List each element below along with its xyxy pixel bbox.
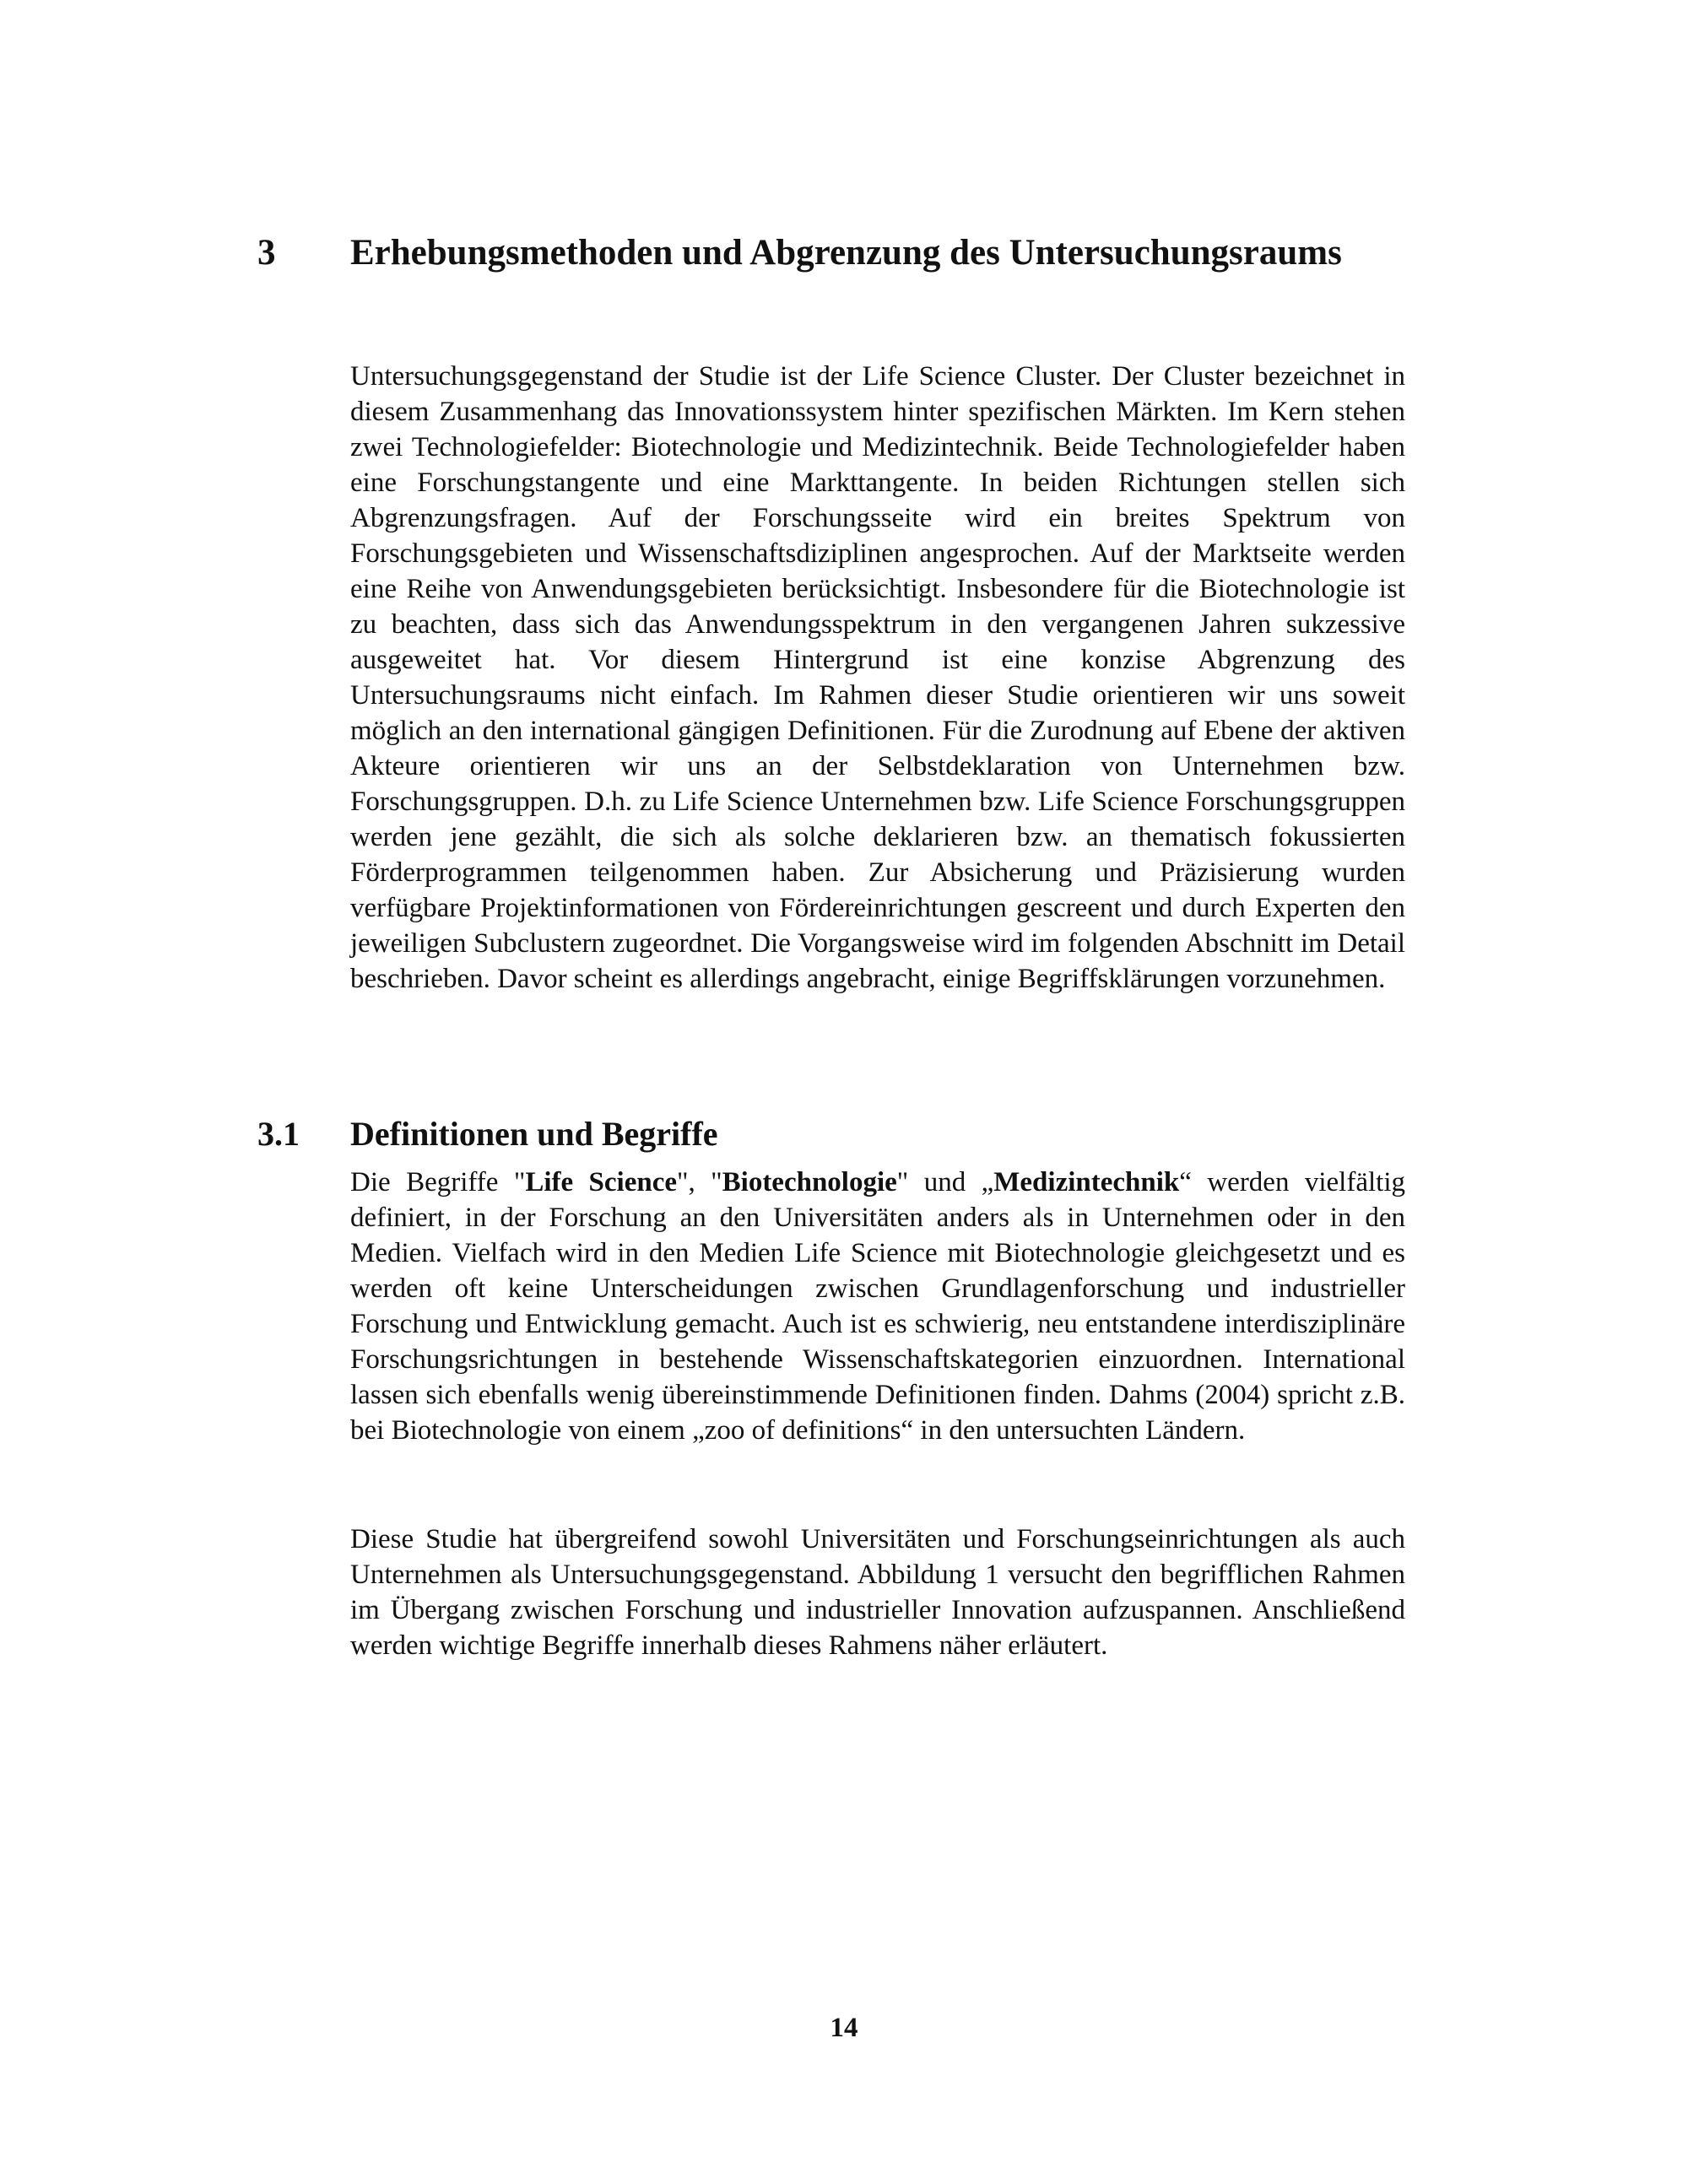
paragraph-intro: Die Begriffe " — [350, 1167, 526, 1197]
section-paragraph: Untersuchungsgegenstand der Studie ist der Life Science Cluster. Der Cluster bezeichnet in diesem Zusammenhang das Innovationssystem hinter spezifischen Märkten. Im Kern stehen zwei Technologiefelder: Biotechnologie und Medizintechnik. Beide Technologiefelder haben eine Forschungstangente und eine Markttangente. In beiden Richtungen stellen sich Abgrenzungsfragen. Auf der Forschungsseite wird ein breites Spektrum von Forschungsgebieten und Wissenschaftsdiziplinen angesprochen. Auf der Marktseite werden eine Reihe von Anwendungsgebieten berücksichtigt. Insbesondere für die Biotechnologie ist zu beachten, dass sich das Anwendungsspektrum in den vergangenen Jahren sukzessive ausgeweitet hat. Vor diesem Hintergrund ist eine konzise Abgrenzung des Untersuchungsraums nicht einfach. Im Rahmen dieser Studie orientieren wir uns soweit möglich an den international gängigen Definitionen. Für die Zurodnung auf Ebene der aktiven Akteure orientieren wir uns an der Selbstdeklaration von Unternehmen bzw. Forschungsgruppen. D.h. zu Life Science Unternehmen bzw. Life Science Forschungsgruppen werden jene gezählt, die sich als solche deklarieren bzw. an thematisch fokussierten Förderprogrammen teilgenommen haben. Zur Absicherung und Präzisierung wurden verfügbare Projektinformationen von Fördereinrichtungen gescreent und durch Experten den jeweiligen Subclustern zugeordnet. Die Vorgangsweise wird im folgenden Abschnitt im Detail beschrieben. Davor scheint es allerdings angebracht, einige Begriffsklärungen vorzunehmen. — [350, 361, 1405, 994]
subsection-title: Definitionen und Begriffe — [350, 1115, 718, 1153]
term-medizintechnik: Medizintechnik — [993, 1167, 1180, 1197]
subsection-heading — [257, 1112, 1422, 1156]
subsection-paragraph-1 — [350, 1165, 1405, 1448]
term-separator: " und „ — [896, 1167, 994, 1197]
section-heading — [257, 230, 1422, 277]
term-separator: ", " — [677, 1167, 722, 1197]
section-number: 3 — [257, 233, 276, 273]
subsection-paragraph-2: Diese Studie hat übergreifend sowohl Universitäten und Forschungseinrichtungen als auch Unternehmen als Untersuchungsgegenstand. Abbildung 1 versucht den begrifflichen Rahmen im Übergang zwischen Forschung und industrieller Innovation aufzuspannen. Anschließend werden wichtige Begriffe innerhalb dieses Rahmens näher erläutert. — [350, 1524, 1405, 1661]
section-title: Erhebungsmethoden und Abgrenzung des Untersuchungsraums — [350, 233, 1342, 273]
subsection-number: 3.1 — [257, 1115, 300, 1153]
page-number: 14 — [830, 2013, 858, 2043]
term-biotechnologie: Biotechnologie — [722, 1167, 897, 1197]
paragraph-rest: “ werden vielfältig definiert, in der Forschung an den Universitäten anders als in Unternehmen oder in den Medien. Vielfach wird in den Medien Life Science mit Biotechnologie gleichgesetzt und es werden oft keine Unterscheidungen zwischen Grundlagenforschung und industrieller Forschung und Entwicklung gemacht. Auch ist es schwierig, neu entstandene interdisziplinäre Forschungsrichtungen in bestehende Wissenschaftskategorien einzuordnen. International lassen sich ebenfalls wenig übereinstimmende Definitionen finden. Dahms (2004) spricht z.B. bei Biotechnologie von einem „zoo of definitions“ in den untersuchten Ländern. — [350, 1167, 1405, 1446]
term-life-science: Life Science — [525, 1167, 678, 1197]
